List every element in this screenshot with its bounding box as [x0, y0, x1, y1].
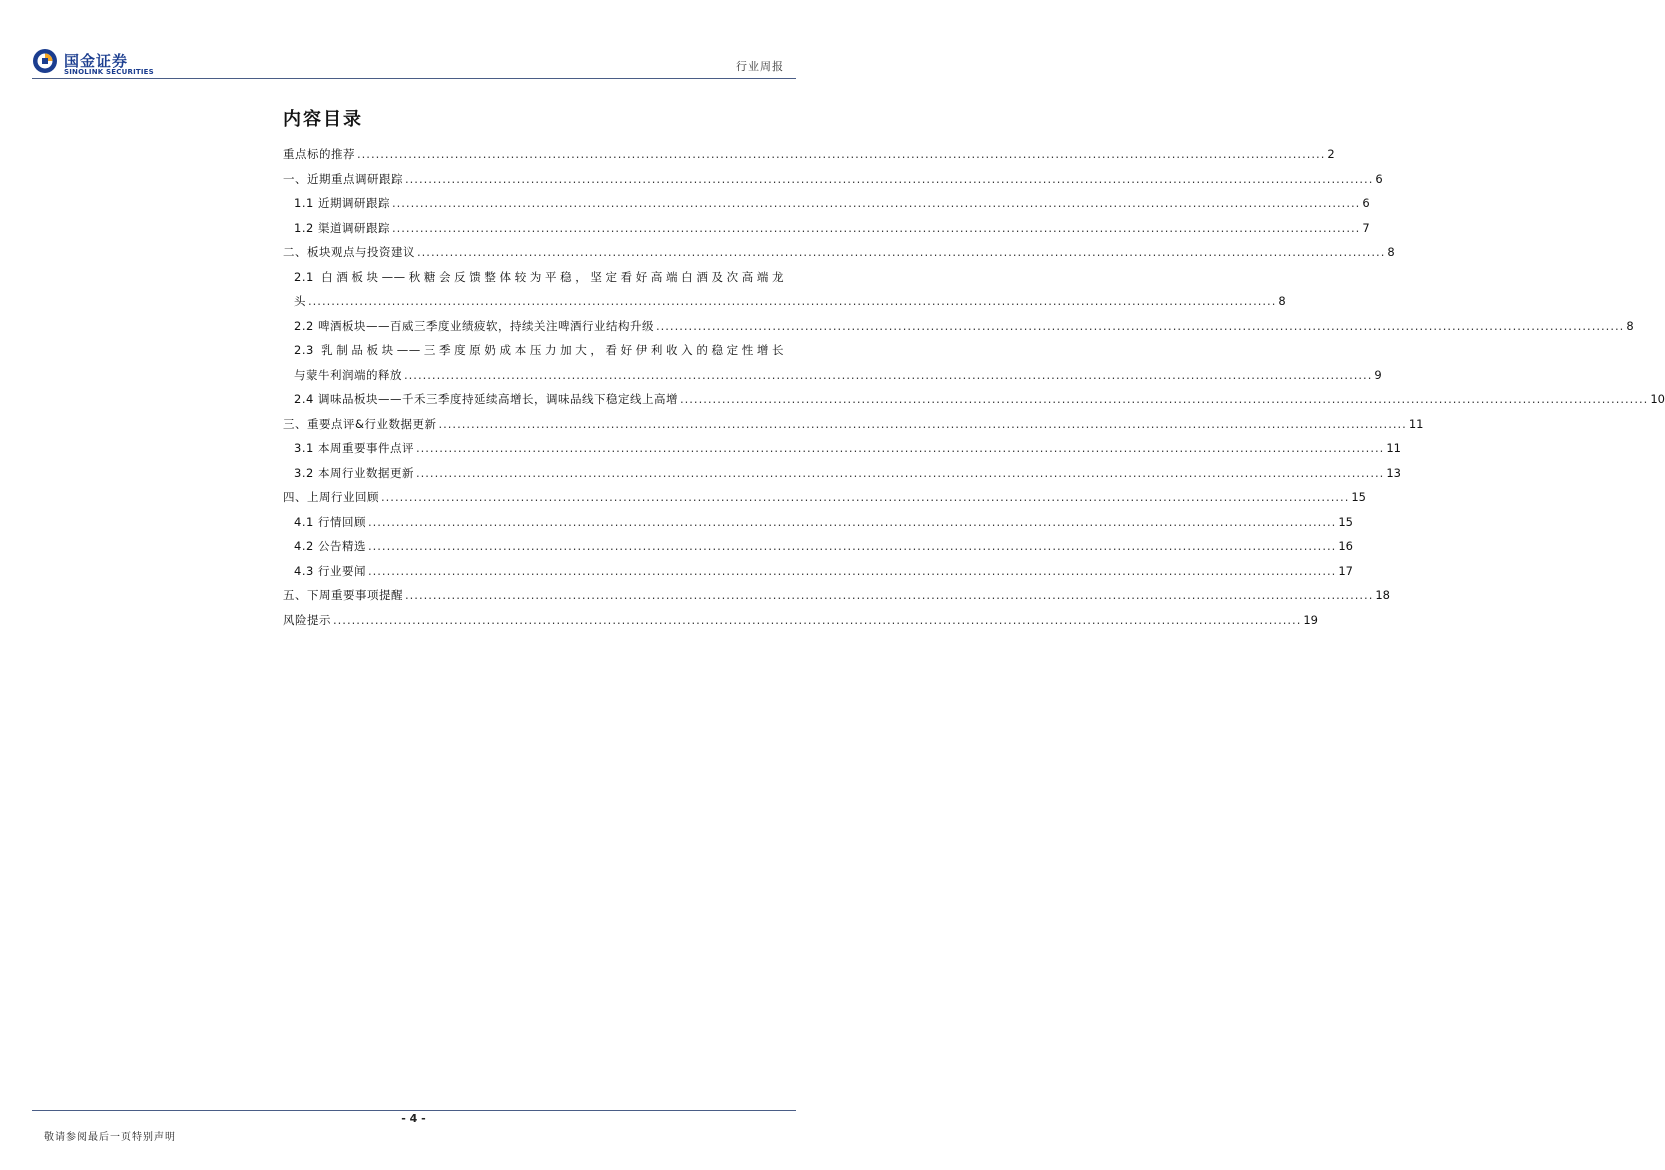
toc-page-number: 16: [1338, 539, 1353, 553]
page-header: [32, 44, 796, 80]
toc-entry-title: 3.1 本周重要事件点评: [294, 441, 414, 455]
toc-leader-dots: [404, 363, 1372, 388]
toc-entry-title-continued: 头: [294, 294, 306, 308]
toc-entry-title: 1.1 近期调研跟踪: [294, 196, 390, 210]
toc-entry-title: 2.3 乳制品板块——三季度原奶成本压力加大，看好伊利收入的稳定性增长: [294, 343, 784, 357]
toc-leader-dots: [357, 142, 1325, 167]
toc-entry-title: 3.2 本周行业数据更新: [294, 465, 414, 480]
toc-page-number: 18: [1375, 588, 1390, 602]
toc-entry[interactable]: [283, 583, 1390, 608]
toc-page-number: 13: [1386, 465, 1401, 480]
toc-entry-title: 2.4 调味品板块——千禾三季度持延续高增长，调味品线下稳定线上高增: [294, 392, 678, 406]
toc-entry-title: 五、下周重要事项提醒: [283, 588, 403, 602]
toc-entry[interactable]: [283, 338, 1382, 387]
toc-entry[interactable]: [283, 485, 1366, 510]
toc-page-number: 2: [1327, 147, 1335, 161]
toc-leader-dots: [438, 412, 1406, 437]
toc-entry-title: 重点标的推荐: [283, 147, 355, 161]
toc-page-number: 8: [1387, 245, 1395, 259]
toc-page-number: 11: [1408, 416, 1424, 431]
toc-entry-title: 4.2 公告精选: [294, 539, 366, 553]
toc-entry-title: 2.1 白酒板块——秋糖会反馈整体较为平稳，坚定看好高端白酒及次高端龙: [294, 269, 784, 284]
toc-leader-dots: [680, 387, 1648, 412]
toc-leader-dots: [392, 191, 1360, 216]
toc-page-number: 10: [1650, 392, 1665, 406]
toc-leader-dots: [368, 534, 1336, 559]
toc-leader-dots: [368, 510, 1336, 535]
toc-entry[interactable]: [283, 461, 1401, 486]
toc-leader-dots: [416, 461, 1384, 486]
toc-page-number: 15: [1338, 514, 1353, 529]
toc-leader-dots: [417, 240, 1385, 265]
toc-page-number: 11: [1386, 441, 1401, 455]
toc-entry[interactable]: [283, 387, 1665, 412]
toc-entry[interactable]: [283, 216, 1370, 241]
toc-leader-dots: [392, 216, 1360, 241]
toc-page-number: 8: [1626, 318, 1634, 333]
toc-list: [283, 142, 1665, 632]
footer-divider: [32, 1110, 796, 1111]
toc-entry-title-continued: 与蒙牛利润端的释放: [294, 367, 402, 382]
sinolink-logo: [32, 48, 152, 80]
header-divider: [32, 78, 796, 79]
sinolink-logo-icon: [32, 48, 58, 74]
toc-leader-dots: [381, 485, 1349, 510]
toc-entry[interactable]: [283, 608, 1318, 633]
toc-entry[interactable]: [283, 314, 1634, 339]
toc-entry-title: 1.2 渠道调研跟踪: [294, 220, 390, 235]
toc-entry[interactable]: [283, 167, 1383, 192]
toc-entry[interactable]: [283, 534, 1353, 559]
report-type-label: 行业周报: [736, 60, 784, 73]
toc-entry[interactable]: [283, 265, 1286, 314]
toc-page-number: 7: [1362, 220, 1370, 235]
page-number: - 4 -: [401, 1112, 426, 1125]
toc-page-number: 17: [1338, 563, 1353, 578]
table-of-contents: [283, 108, 1665, 632]
disclaimer-note: 敬请参阅最后一页特别声明: [44, 1132, 176, 1143]
toc-leader-dots: [368, 559, 1336, 584]
toc-entry[interactable]: [283, 510, 1353, 535]
logo-english-name: SINOLINK SECURITIES: [64, 68, 154, 76]
toc-leader-dots: [656, 314, 1624, 339]
toc-entry-title: 风险提示: [283, 612, 331, 627]
toc-entry-title: 4.1 行情回顾: [294, 514, 366, 529]
toc-entry-title: 三、重要点评&行业数据更新: [283, 416, 437, 431]
toc-entry[interactable]: [283, 191, 1370, 216]
toc-entry-title: 2.2 啤酒板块——百威三季度业绩疲软，持续关注啤酒行业结构升级: [294, 318, 654, 333]
toc-entry-title: 四、上周行业回顾: [283, 490, 379, 504]
toc-entry-title: 4.3 行业要闻: [294, 563, 366, 578]
toc-entry-title: 二、板块观点与投资建议: [283, 245, 415, 259]
toc-entry[interactable]: [283, 412, 1424, 437]
toc-page-number: 6: [1362, 196, 1370, 210]
toc-page-number: 9: [1374, 367, 1382, 382]
toc-leader-dots: [405, 583, 1373, 608]
toc-leader-dots: [405, 167, 1373, 192]
toc-page-number: 19: [1303, 612, 1318, 627]
toc-leader-dots: [333, 608, 1301, 633]
toc-entry[interactable]: [283, 142, 1335, 167]
logo-chinese-name: 国金证券: [64, 52, 129, 70]
toc-entry[interactable]: [283, 436, 1401, 461]
toc-entry[interactable]: [283, 559, 1353, 584]
toc-leader-dots: [416, 436, 1384, 461]
toc-page-number: 8: [1278, 294, 1286, 308]
toc-page-number: 15: [1351, 490, 1366, 504]
toc-entry[interactable]: [283, 240, 1395, 265]
toc-entry-title: 一、近期重点调研跟踪: [283, 171, 403, 186]
toc-title: 内容目录: [283, 109, 363, 130]
toc-page-number: 6: [1375, 171, 1383, 186]
toc-leader-dots: [308, 289, 1276, 314]
